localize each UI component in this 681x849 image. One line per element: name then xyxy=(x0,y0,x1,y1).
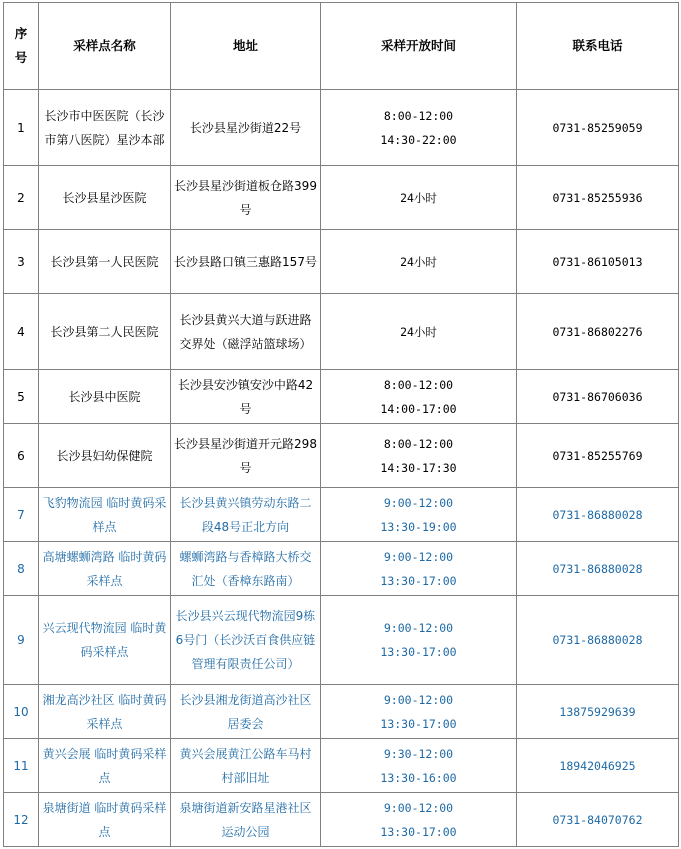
site-name: 湘龙高沙社区 临时黄码采样点 xyxy=(39,685,171,739)
header-index-line1: 序 xyxy=(14,26,28,41)
header-row xyxy=(4,3,679,90)
site-name: 长沙县第二人民医院 xyxy=(39,294,171,370)
site-name: 高塘螺蛳湾路 临时黄码采样点 xyxy=(39,542,171,596)
row-index: 7 xyxy=(4,488,39,542)
site-name: 长沙县第一人民医院 xyxy=(39,230,171,294)
site-address: 黄兴会展黄江公路车马村村部旧址 xyxy=(171,739,321,793)
row-index: 12 xyxy=(4,793,39,847)
hours-line: 14:00-17:00 xyxy=(380,401,457,416)
row-index: 5 xyxy=(4,370,39,424)
site-address: 长沙县安沙镇安沙中路42号 xyxy=(171,370,321,424)
site-name: 长沙市中医医院（长沙市第八医院）星沙本部 xyxy=(39,90,171,166)
site-name: 长沙县中医院 xyxy=(39,370,171,424)
contact-phone: 0731-86880028 xyxy=(517,542,679,596)
table-row xyxy=(4,542,679,596)
hours-line: 13:30-19:00 xyxy=(380,519,457,534)
contact-phone: 0731-85255769 xyxy=(517,424,679,488)
row-index: 11 xyxy=(4,739,39,793)
opening-hours xyxy=(321,596,517,685)
site-address: 长沙县路口镇三惠路157号 xyxy=(171,230,321,294)
site-address: 螺蛳湾路与香樟路大桥交汇处（香樟东路南） xyxy=(171,542,321,596)
hours-line: 9:00-12:00 xyxy=(383,692,454,707)
header-name: 采样点名称 xyxy=(39,3,171,90)
hours-line: 14:30-17:30 xyxy=(380,460,457,475)
hours-line: 8:00-12:00 xyxy=(383,377,454,392)
table-row xyxy=(4,166,679,230)
site-address: 长沙县星沙街道板仓路399号 xyxy=(171,166,321,230)
contact-phone: 0731-84070762 xyxy=(517,793,679,847)
contact-phone: 18942046925 xyxy=(517,739,679,793)
site-name: 泉塘街道 临时黄码采样点 xyxy=(39,793,171,847)
contact-phone: 0731-85259059 xyxy=(517,90,679,166)
header-index-line2: 号 xyxy=(14,50,28,65)
header-hours: 采样开放时间 xyxy=(321,3,517,90)
site-address: 长沙县兴云现代物流园9栋6号门（长沙沃百食供应链管理有限责任公司） xyxy=(171,596,321,685)
opening-hours xyxy=(321,230,517,294)
hours-line: 13:30-17:00 xyxy=(380,824,457,839)
header-address: 地址 xyxy=(171,3,321,90)
contact-phone: 0731-86105013 xyxy=(517,230,679,294)
row-index: 8 xyxy=(4,542,39,596)
site-address: 长沙县黄兴镇劳动东路二段48号正北方向 xyxy=(171,488,321,542)
header-phone: 联系电话 xyxy=(517,3,679,90)
table-row xyxy=(4,739,679,793)
hours-line: 8:00-12:00 xyxy=(383,108,454,123)
row-index: 2 xyxy=(4,166,39,230)
hours-line: 24小时 xyxy=(400,324,437,339)
table-row xyxy=(4,370,679,424)
opening-hours xyxy=(321,294,517,370)
hours-line: 8:00-12:00 xyxy=(383,436,454,451)
opening-hours xyxy=(321,424,517,488)
hours-line: 9:00-12:00 xyxy=(383,549,454,564)
row-index: 10 xyxy=(4,685,39,739)
hours-line: 13:30-17:00 xyxy=(380,716,457,731)
hours-line: 24小时 xyxy=(400,190,437,205)
table-body xyxy=(4,90,679,847)
hours-line: 13:30-17:00 xyxy=(380,573,457,588)
contact-phone: 0731-86880028 xyxy=(517,596,679,685)
contact-phone: 13875929639 xyxy=(517,685,679,739)
table-row xyxy=(4,488,679,542)
site-address: 长沙县星沙街道22号 xyxy=(171,90,321,166)
opening-hours xyxy=(321,793,517,847)
hours-line: 13:30-16:00 xyxy=(380,770,457,785)
hours-line: 14:30-22:00 xyxy=(380,132,457,147)
site-name: 兴云现代物流园 临时黄码采样点 xyxy=(39,596,171,685)
row-index: 6 xyxy=(4,424,39,488)
opening-hours xyxy=(321,488,517,542)
site-address: 长沙县黄兴大道与跃进路交界处（磁浮站篮球场） xyxy=(171,294,321,370)
opening-hours xyxy=(321,166,517,230)
contact-phone: 0731-85255936 xyxy=(517,166,679,230)
site-name: 长沙县妇幼保健院 xyxy=(39,424,171,488)
opening-hours xyxy=(321,739,517,793)
site-address: 泉塘街道新安路星港社区运动公园 xyxy=(171,793,321,847)
row-index: 4 xyxy=(4,294,39,370)
hours-line: 9:30-12:00 xyxy=(383,746,454,761)
hours-line: 24小时 xyxy=(400,254,437,269)
table-row xyxy=(4,793,679,847)
hours-line: 9:00-12:00 xyxy=(383,621,454,635)
site-address: 长沙县星沙街道开元路298号 xyxy=(171,424,321,488)
row-index: 9 xyxy=(4,596,39,685)
contact-phone: 0731-86706036 xyxy=(517,370,679,424)
row-index: 1 xyxy=(4,90,39,166)
table-row xyxy=(4,685,679,739)
site-name: 黄兴会展 临时黄码采样点 xyxy=(39,739,171,793)
row-index: 3 xyxy=(4,230,39,294)
hours-line: 9:00-12:00 xyxy=(383,495,454,510)
table-row xyxy=(4,90,679,166)
site-address: 长沙县湘龙街道高沙社区居委会 xyxy=(171,685,321,739)
opening-hours xyxy=(321,90,517,166)
contact-phone: 0731-86880028 xyxy=(517,488,679,542)
table-row xyxy=(4,230,679,294)
opening-hours xyxy=(321,685,517,739)
sampling-sites-table xyxy=(3,2,679,847)
hours-line: 13:30-17:00 xyxy=(380,645,457,659)
site-name: 飞豹物流园 临时黄码采样点 xyxy=(39,488,171,542)
hours-line: 9:00-12:00 xyxy=(383,800,454,815)
header-index xyxy=(4,3,39,90)
table-row xyxy=(4,424,679,488)
opening-hours xyxy=(321,542,517,596)
opening-hours xyxy=(321,370,517,424)
table-row xyxy=(4,294,679,370)
contact-phone: 0731-86802276 xyxy=(517,294,679,370)
site-name: 长沙县星沙医院 xyxy=(39,166,171,230)
table-row xyxy=(4,596,679,685)
